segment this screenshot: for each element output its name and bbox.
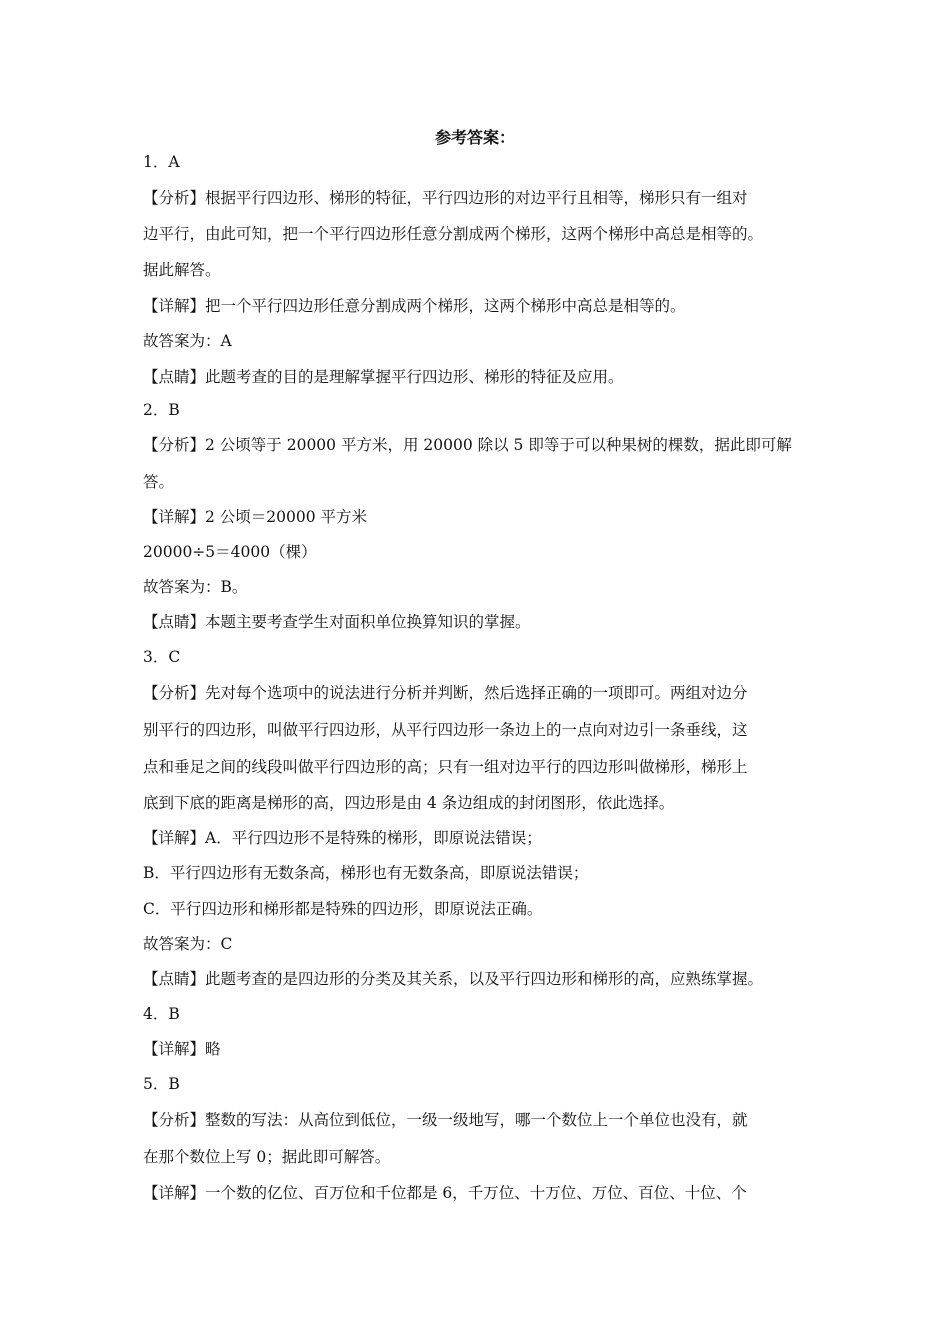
q2-detail-line-1: 【详解】2 公顷＝20000 平方米 — [143, 508, 368, 526]
q1-analysis-line-1: 【分析】根据平行四边形、梯形的特征，平行四边形的对边平行且相等，梯形只有一组对 — [143, 189, 748, 207]
q5-detail-line-1: 【详解】一个数的亿位、百万位和千位都是 6，千万位、十万位、万位、百位、十位、个 — [143, 1184, 747, 1202]
q2-analysis-line-1: 【分析】2 公顷等于 20000 平方米，用 20000 除以 5 即等于可以种果树的棵数，据此即可解 — [143, 436, 792, 454]
q4-detail: 【详解】略 — [143, 1040, 221, 1058]
q3-analysis-line-3: 点和垂足之间的线段叫做平行四边形的高；只有一组对边平行的四边形叫做梯形，梯形上 — [143, 758, 748, 776]
q1-answer: 故答案为：A — [143, 332, 232, 350]
q1-number: 1．A — [143, 153, 180, 171]
q3-answer: 故答案为：C — [143, 935, 233, 953]
q2-answer: 故答案为：B。 — [143, 578, 248, 596]
q3-detail-line-1: 【详解】A．平行四边形不是特殊的梯形，即原说法错误； — [143, 829, 542, 847]
q5-number: 5．B — [143, 1075, 180, 1093]
q3-detail-line-2: B．平行四边形有无数条高，梯形也有无数条高，即原说法错误； — [143, 864, 589, 882]
q2-detail-line-2: 20000÷5＝4000（棵） — [143, 543, 317, 561]
q2-number: 2．B — [143, 401, 180, 419]
q2-comment: 【点睛】本题主要考查学生对面积单位换算知识的掌握。 — [143, 613, 531, 631]
q5-analysis-line-2: 在那个数位上写 0；据此即可解答。 — [143, 1148, 391, 1166]
q1-analysis-line-2: 边平行，由此可知，把一个平行四边形任意分割成两个梯形，这两个梯形中高总是相等的。 — [143, 225, 764, 243]
q5-analysis-line-1: 【分析】整数的写法：从高位到低位，一级一级地写，哪一个数位上一个单位也没有，就 — [143, 1111, 748, 1129]
q3-comment: 【点睛】此题考查的是四边形的分类及其关系，以及平行四边形和梯形的高，应熟练掌握。 — [143, 970, 764, 988]
q1-analysis-line-3: 据此解答。 — [143, 261, 221, 279]
q1-comment: 【点睛】此题考查的目的是理解掌握平行四边形、梯形的特征及应用。 — [143, 368, 624, 386]
q3-analysis-line-4: 底到下底的距离是梯形的高，四边形是由 4 条边组成的封闭图形，依此选择。 — [143, 794, 675, 812]
q1-detail: 【详解】把一个平行四边形任意分割成两个梯形，这两个梯形中高总是相等的。 — [143, 297, 686, 315]
q3-number: 3．C — [143, 648, 181, 666]
q3-analysis-line-1: 【分析】先对每个选项中的说法进行分析并判断，然后选择正确的一项即可。两组对边分 — [143, 684, 748, 702]
q4-number: 4．B — [143, 1005, 180, 1023]
page-title: 参考答案： — [434, 128, 515, 147]
q3-analysis-line-2: 别平行的四边形，叫做平行四边形，从平行四边形一条边上的一点向对边引一条垂线，这 — [143, 721, 748, 739]
q3-detail-line-3: C．平行四边形和梯形都是特殊的四边形，即原说法正确。 — [143, 900, 543, 918]
q2-analysis-line-2: 答。 — [143, 473, 175, 491]
